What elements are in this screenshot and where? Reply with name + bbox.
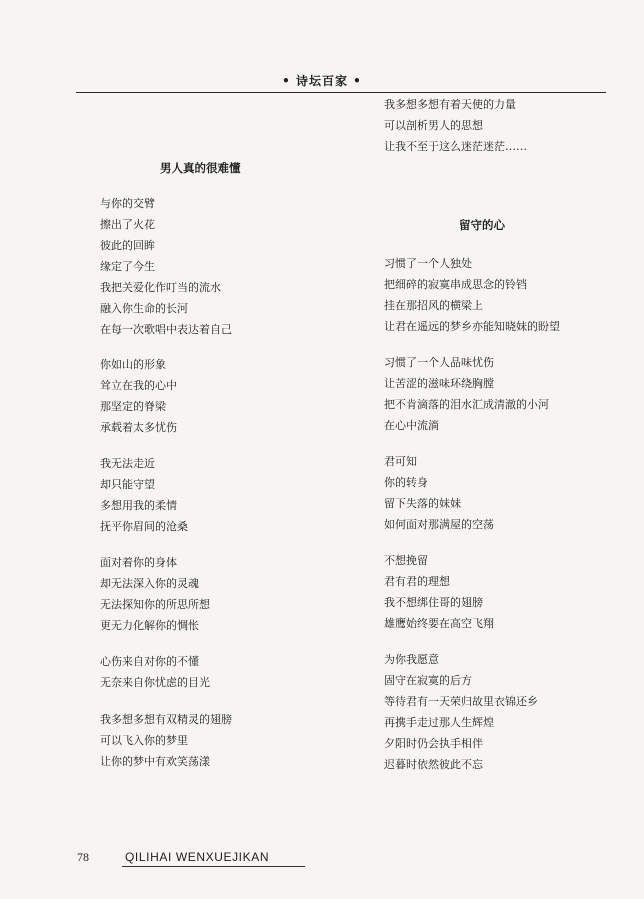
poem-line: 习惯了一个人独处 <box>384 257 472 270</box>
poem-line: 把细碎的寂寞串成思念的铃铛 <box>384 278 527 291</box>
poem-line: 再携手走过那人生辉煌 <box>384 716 494 729</box>
poem-line: 习惯了一个人品味忧伤 <box>384 356 494 369</box>
poem-line: 心伤来自对你的不懂 <box>100 655 199 668</box>
poem-line: 挂在那招风的横梁上 <box>384 299 483 312</box>
poem-line: 留下失落的妹妹 <box>384 497 461 510</box>
poem-line: 让苦涩的滋味环绕胸膛 <box>384 377 494 390</box>
header-divider <box>76 92 606 93</box>
poem-line: 你如山的形象 <box>100 358 166 371</box>
poem-line: 夕阳时仍会执手相伴 <box>384 737 483 750</box>
poem-line: 迟暮时依然彼此不忘 <box>384 758 483 771</box>
poem-line: 你的转身 <box>384 476 428 489</box>
poem-line: 融入你生命的长河 <box>100 302 188 315</box>
poem-title: 留守的心 <box>459 218 505 232</box>
poem-line: 我把关爱化作叮当的流水 <box>100 281 221 294</box>
poem-line: 与你的交臂 <box>100 197 155 210</box>
poem-line: 为你我愿意 <box>384 653 439 666</box>
poem-line: 可以剖析男人的思想 <box>384 119 483 132</box>
poem-line: 无法探知你的所思所想 <box>100 598 210 611</box>
poem-line: 雄鹰始终要在高空飞翔 <box>384 617 494 630</box>
poem-line: 把不肯滴落的泪水汇成清澈的小河 <box>384 398 549 411</box>
poem-line: 面对着你的身体 <box>100 556 177 569</box>
footer-underline <box>122 866 305 867</box>
poem-line: 我多想多想有着天使的力量 <box>384 98 516 111</box>
poem-line: 如何面对那满屋的空荡 <box>384 518 494 531</box>
poem-line: 君有君的理想 <box>384 575 450 588</box>
poem-line: 彼此的回眸 <box>100 239 155 252</box>
poem-line: 我多想多想有双精灵的翅膀 <box>100 713 232 726</box>
poem-line: 那坚定的脊梁 <box>100 400 166 413</box>
poem-line: 抚平你眉间的沧桑 <box>100 520 188 533</box>
poem-line: 无奈来自你忧虑的目光 <box>100 676 210 689</box>
poem-line: 在每一次歌唱中表达着自己 <box>100 323 232 336</box>
poem-line: 却无法深入你的灵魂 <box>100 577 199 590</box>
poem-line: 耸立在我的心中 <box>100 379 177 392</box>
poem-line: 让我不至于这么迷茫迷茫…… <box>384 140 527 153</box>
poem-line: 让你的梦中有欢笑荡漾 <box>100 755 210 768</box>
poem-line: 等待君有一天荣归故里衣锦还乡 <box>384 695 538 708</box>
poem-line: 多想用我的柔情 <box>100 499 177 512</box>
poem-line: 却只能守望 <box>100 478 155 491</box>
poem-line: 更无力化解你的惆怅 <box>100 619 199 632</box>
poem-line: 君可知 <box>384 455 417 468</box>
poem-title: 男人真的很难懂 <box>160 161 241 175</box>
poem-line: 我不想绑住哥的翅膀 <box>384 596 483 609</box>
poem-line: 固守在寂寞的后方 <box>384 674 472 687</box>
poem-line: 让君在遥远的梦乡亦能知晓妹的盼望 <box>384 320 560 333</box>
journal-name: QILIHAI WENXUEJIKAN <box>125 850 270 864</box>
poem-line: 在心中流淌 <box>384 419 439 432</box>
poem-line: 可以飞入你的梦里 <box>100 734 188 747</box>
poem-line: 不想挽留 <box>384 554 428 567</box>
poem-line: 我无法走近 <box>100 457 155 470</box>
poem-line: 缘定了今生 <box>100 260 155 273</box>
poem-line: 承载着太多忧伤 <box>100 421 177 434</box>
page-number: 78 <box>77 850 89 864</box>
section-header: • 诗坛百家 • <box>282 74 362 88</box>
poem-line: 擦出了火花 <box>100 218 155 231</box>
